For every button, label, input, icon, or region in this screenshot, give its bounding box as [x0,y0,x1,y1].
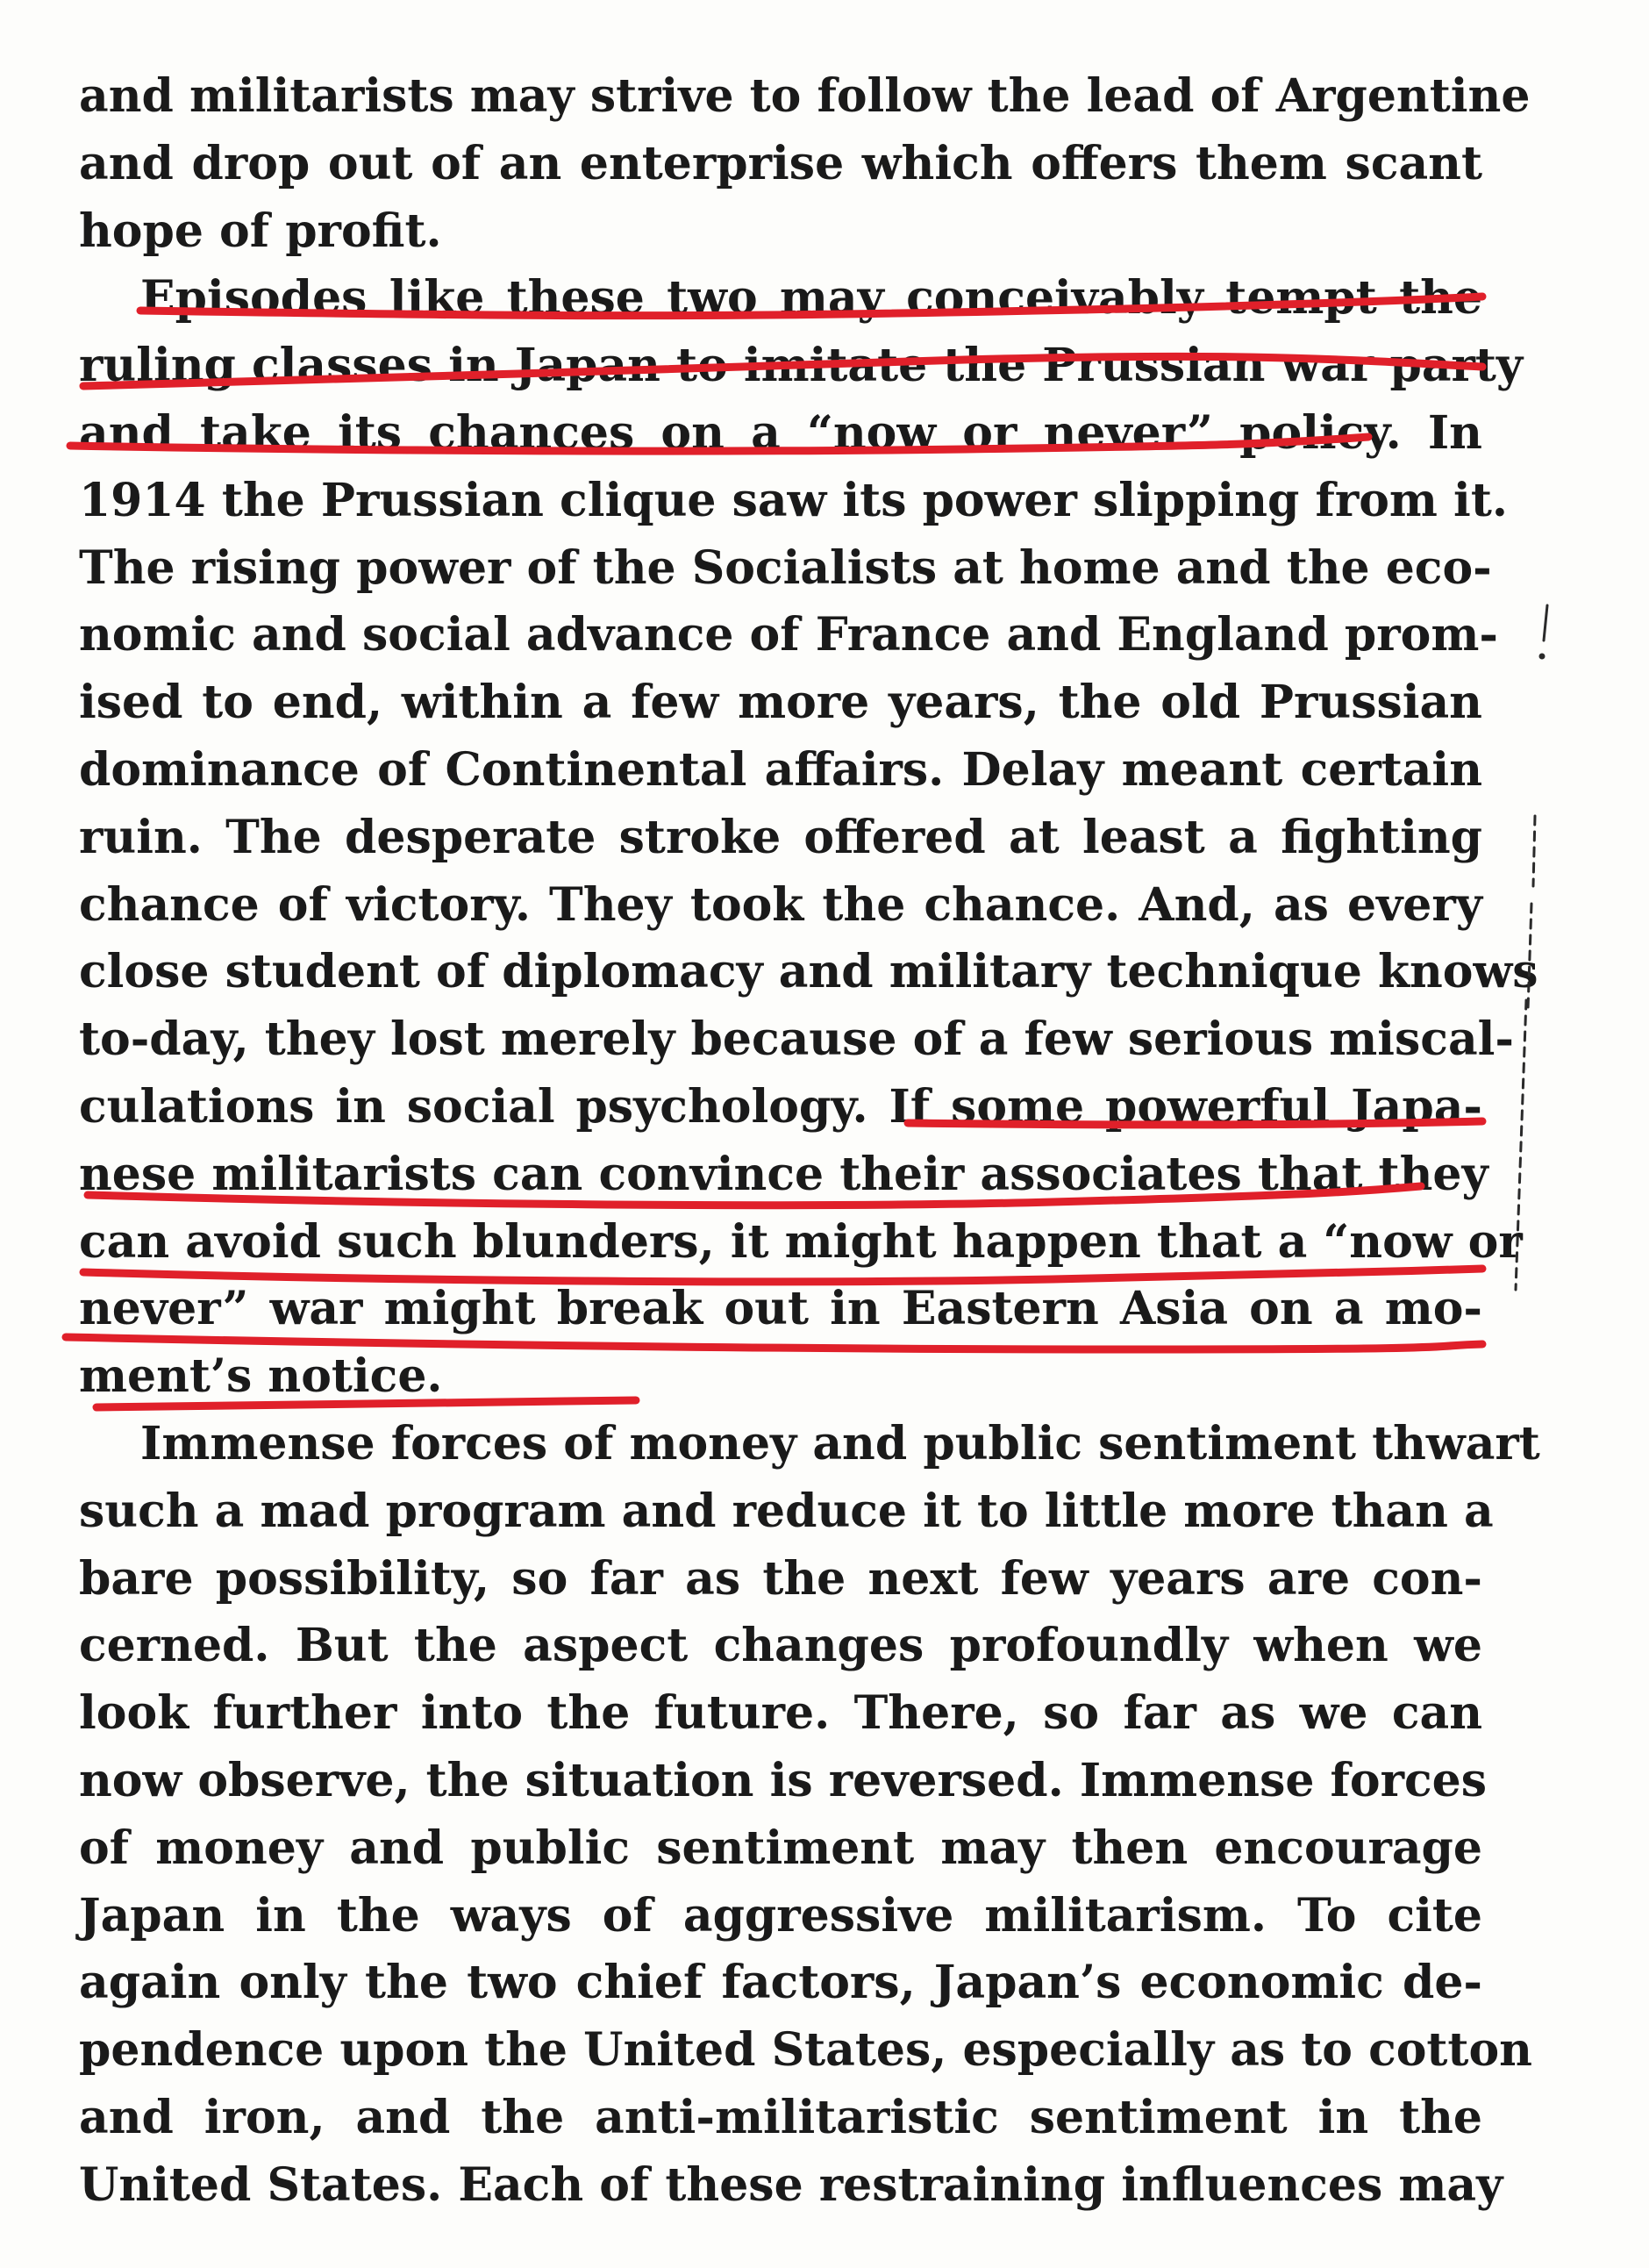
text-line: never” war might break out in Eastern Asia on a mo- [79,1282,1482,1336]
text-line: nese militarists can convince their associates that they [79,1147,1488,1201]
text-line: The rising power of the Socialists at home and the eco- [79,540,1492,595]
text-line: of money and public sentiment may then encourage [79,1821,1482,1875]
text-line: and iron, and the anti-militaristic sentiment in the [79,2090,1482,2144]
text-line: cerned. But the aspect changes profoundly when we [79,1619,1482,1673]
text-line: and militarists may strive to follow the lead of Argentine [79,69,1531,123]
margin-exclamation-stroke [1544,605,1547,640]
margin-dashed-line [1533,816,1535,886]
text-line: 1914 the Prussian clique saw its power slipping from it. [79,473,1508,527]
text-line: look further into the future. There, so far as we can [79,1686,1482,1741]
text-line: ment’s notice. [79,1349,443,1404]
text-line: close student of diplomacy and military technique knows [79,945,1538,999]
text-line: and drop out of an enterprise which offers them scant [79,136,1482,190]
text-line: can avoid such blunders, it might happen that a “now or [79,1214,1523,1269]
text-line: such a mad program and reduce it to little more than a [79,1484,1494,1538]
text-line: ised to end, within a few more years, the old Prussian [79,676,1482,730]
text-line: pendence upon the United States, especially as to cotton [79,2023,1532,2078]
text-line: now observe, the situation is reversed. Immense forces [79,1753,1488,1807]
text-line: Japan in the ways of aggressive militarism. To cite [79,1888,1482,1942]
text-line: culations in social psychology. If some powerful Japa- [79,1079,1482,1134]
text-line: United States. Each of these restraining influences may [79,2157,1503,2212]
text-line: to-day, they lost merely because of a few serious miscal- [79,1012,1514,1067]
margin-exclamation-dot [1539,654,1545,660]
text-line: nomic and social advance of France and England prom- [79,608,1498,662]
text-line: ruin. The desperate stroke offered at least a fighting [79,810,1482,864]
text-line: Episodes like these two may conceivably tempt the [140,271,1482,326]
text-line: and take its chances on a “now or never” policy. In [79,405,1482,460]
body-text [79,63,1540,2220]
text-line: hope of profit. [79,204,442,258]
text-line: ruling classes in Japan to imitate the Prussian war party [79,339,1524,393]
text-line: bare possibility, so far as the next few years are con- [79,1551,1482,1606]
text-line: again only the two chief factors, Japan’s economic de- [79,1956,1482,2010]
text-line: dominance of Continental affairs. Delay meant certain [79,742,1482,797]
text-line: chance of victory. They took the chance. And, as every [79,877,1482,932]
text-line: Immense forces of money and public sentiment thwart [140,1416,1540,1470]
